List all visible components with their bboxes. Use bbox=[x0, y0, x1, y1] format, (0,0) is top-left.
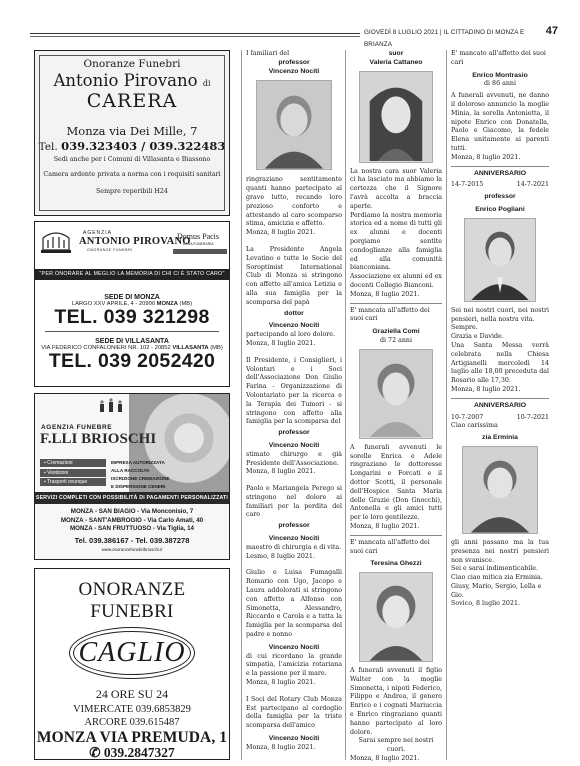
candles-icon bbox=[97, 398, 125, 412]
ad-caglio-arcore: ARCORE 039.615487 bbox=[84, 717, 180, 728]
portrait-nociti bbox=[256, 80, 332, 170]
ad-brioschi-brand: F.LLI BRIOSCHI bbox=[40, 431, 157, 447]
notice-name: Enrico Montrasio bbox=[472, 71, 528, 79]
notice-intro: I familiari del bbox=[246, 50, 290, 57]
crest-icon bbox=[39, 228, 73, 254]
ad-carera-camera: Camera ardente privata a norma con i requisiti sanitari bbox=[43, 171, 221, 178]
service-item: ▪ Vestizioni bbox=[40, 469, 106, 477]
notice-name: Graziella Comi bbox=[372, 328, 420, 336]
ad-carera-tel: Tel. 039.323403 / 039.322483 bbox=[38, 139, 226, 153]
ad-pirovano-agenzia: AGENZIA bbox=[83, 230, 112, 236]
ad-brioschi-bar: SERVIZI COMPLETI CON POSSIBILITÀ DI PAGAMENTI PERSONALIZZATI bbox=[35, 492, 229, 504]
ad-carera-reperibili: Sempre reperibili H24 bbox=[96, 188, 168, 195]
portrait-cattaneo bbox=[359, 71, 433, 163]
anniversary-label: ANNIVERSARIO bbox=[473, 169, 527, 177]
ad-carera-name: Antonio Pirovano di bbox=[53, 71, 211, 90]
portrait-comi bbox=[359, 349, 433, 439]
ad-brioschi-services bbox=[40, 459, 106, 488]
ad-carera bbox=[34, 50, 230, 216]
ad-pirovano-slogan: "PER ONORARE AL MEGLIO LA MEMORIA DI CHI CI È STATO CARO" bbox=[35, 269, 229, 280]
ad-carera-address: Monza via Dei Mille, 7 bbox=[66, 124, 198, 138]
ad-caglio bbox=[34, 568, 230, 760]
notice-name: Enrico Pogliani bbox=[475, 205, 525, 213]
ad-caglio-title: ONORANZE FUNEBRI bbox=[78, 579, 186, 622]
notice-name: Valeria Cattaneo bbox=[369, 58, 423, 66]
ad-pirovano-villasanta: SEDE DI VILLASANTA VIA FEDERICO CONFALONIERI NR. 102 - 20852 VILLASANTA (MB) TEL. 039 2052420 bbox=[35, 338, 229, 371]
ad-brioschi-addresses: MONZA - SAN BIAGIO - Via Monconisio, 7 MONZA - SANT'AMBROGIO - Via Carlo Amati, 40 MONZA - SAN FRUTTUOSO - Via Tiglia, 14 bbox=[60, 508, 204, 533]
obituary-column-1: I familiari del professor Vincenzo Nociti ringraziano sentitamente quanti hanno partecipato al grave lutto, recando loro prezioso conforto e attestando al caro scomparso stima, amicizia e affetto. Monza, 8 luglio 2021. La Presidente Angela Levatino e tutte le Socie del Soroptimist International Club di Monza si stringono con affetto all'amica Letizia e alla sua famiglia per la scomparsa del papà dottor Vincenzo Nociti partecipando al loro dolore. Monza, 8 luglio 2021. Il Presidente, i Consiglieri, i Volontari e i Soci dell'Associazione Don Giulio Farina - Organizzazione di Volontariato per la ricerca e la Terapia dei Tumori - si stringono con affetto alla famiglia per la scomparsa del professor Vincenzo Nociti stimato chirurgo e già Presidente dell'Associazione. Monza, 8 luglio 2021. Paolo e Mariangela Perego si stringono nel dolore ai familiari per la perdita del caro professor Vincenzo Nociti maestro di chirurgia e di vita. Lesmo, 8 luglio 2021. Giulio e Luisa Fumagalli Romario con Ugo, Jacopo e Laura addolorati si stringono con affetto a Alfonso con Simonetta, Alessandro, Riccardo e Carola e a tutta la famiglia per la scomparsa del padre e nonno Vincenzo Nociti di cui ricordano la grande simpatia, l'amicizia rotariana e la passione per il mare. Monza, 8 luglio 2021. I Soci del Rotary Club Monza Est partecipano al cordoglio della famiglia per la triste scomparsa dell'amico Vincenzo Nociti Monza, 8 luglio 2021. bbox=[246, 50, 342, 751]
ad-pirovano-brand: ANTONIO PIROVANO bbox=[79, 236, 191, 247]
ad-caglio-via: MONZA VIA PREMUDA, 1 bbox=[36, 729, 228, 746]
ad-pirovano-monza: SEDE DI MONZA LARGO XXV APRILE, 4 - 20900 MONZA (MB) TEL. 039 321298 bbox=[35, 294, 229, 327]
ad-pirovano-monza-tel: TEL. 039 321298 bbox=[54, 306, 210, 328]
ad-pirovano-domus: Domus Pacis bbox=[177, 232, 219, 241]
page-header bbox=[30, 25, 558, 48]
anniversary-dates: 10-7-2007 10-7-2021 bbox=[451, 413, 549, 421]
ad-brioschi-web: www.onoranzefunebribrioschi.it bbox=[101, 547, 163, 552]
header-date-line: GIOVEDÌ 8 LUGLIO 2021 | IL CITTADINO DI MONZA E BRIANZA bbox=[360, 27, 558, 51]
ad-carera-title: CARERA bbox=[86, 90, 178, 112]
portrait-pogliani bbox=[464, 218, 536, 302]
notice-title: professor bbox=[278, 58, 310, 66]
ad-pirovano-villasanta-tel: TEL. 039 2052420 bbox=[48, 350, 216, 372]
ad-brioschi-tel: Tel. 039.386167 - Tel. 039.387278 bbox=[74, 536, 190, 545]
anniversary-label: ANNIVERSARIO bbox=[473, 401, 527, 409]
notice-name: Teresina Ghezzi bbox=[370, 560, 422, 568]
notice-name: Vincenzo Nociti bbox=[268, 67, 320, 75]
portrait-ghezzi bbox=[359, 572, 433, 662]
page-number: 47 bbox=[542, 25, 558, 37]
ad-brioschi-agenzia: AGENZIA FUNEBRE bbox=[41, 424, 113, 431]
obituary-column-2: suor Valeria Cattaneo La nostra cara suor Valeria ci ha lasciato ma abbiamo la certezza che il Signore l'avrà accolta a braccia aperte. Perdiamo la nostra memoria storica ed a nome di tutti gli ex alunni e docenti porgiamo sentite condoglianze alla famiglia ed alla comunità bianconiana. Associazione ex alunni ed ex docenti Collegio Bianconi. Monza, 8 luglio 2021. E' mancata all'affetto dei suoi cari Graziella Comi di 72 anni A funerali avvenuti le sorelle Enrica e Adele ringraziano le dottoresse Longarini e Forcati e il dottor Scotti, il personale dell'Hospice Santa Maria delle Grazie (Don Gnocchi), Antonella e gli amici tutti per le loro gentilezze. Monza, 8 luglio 2021. E' mancata all'affetto dei suoi cari Teresina Ghezzi A funerali avvenuti il figlio Walter con la moglie Simonetta, i nipoti Federico, Filippo e Andrea, il genero Enrico e i cognati Mariuccia e Enrico ringraziano quanti hanno partecipato al loro dolore. Sarai sempre nei nostri cuori. Monza, 8 luglio 2021. bbox=[350, 50, 442, 763]
ad-pirovano-brand-sub: ONORANZE FUNEBRI bbox=[87, 248, 133, 252]
ad-carera-line1: Onoranze Funebri bbox=[83, 58, 181, 70]
ad-caglio-tel: ✆ 039.2847327 bbox=[89, 745, 175, 760]
ad-pirovano-domus-sub: CASA FUNERARIA bbox=[183, 242, 214, 246]
service-item: ▪ Cremazioni bbox=[40, 459, 106, 467]
notice-name: zia Erminia bbox=[482, 434, 518, 442]
ad-caglio-logo: CAGLIO bbox=[69, 627, 195, 679]
ad-carera-offices: Sedi anche per i Comuni di Villasanta e Biassono bbox=[53, 156, 211, 163]
ad-brioschi bbox=[34, 393, 230, 560]
ad-brioschi-notes: IMPRESA AUTORIZZATA ALLA RACCOLTA ISCRIZIONE CREMAZIONE E DISPERSIONE CENERI bbox=[111, 460, 170, 489]
portrait-erminia bbox=[462, 446, 538, 534]
service-item: ▪ Trasporti ovunque bbox=[40, 478, 106, 486]
anniversary-dates: 14-7-2015 14-7-2021 bbox=[451, 181, 549, 189]
ad-caglio-hours: 24 ORE SU 24 bbox=[95, 687, 169, 701]
ad-pirovano bbox=[34, 221, 230, 387]
notice-title: suor bbox=[388, 50, 404, 57]
obituary-column-3: E' mancato all'affetto dei suoi cari Enrico Montrasio di 86 anni A funerali avvenuti, ne danno il doloroso annuncio la moglie Minia, la sorella Antonietta, il nipote Enrico con Donatella, Paolo e Giacomo, la fedele Elena unitamente ai parenti tutti. Monza, 8 luglio 2021. ANNIVERSARIO 14-7-2015 14-7-2021 professor Enrico Pogliani Sei nei nostri cuori, nei nostri pensieri, nella nostra vita. Sempre. Grazia e Davide. Una Santa Messa verrà celebrata nella Chiesa Artigianelli mercoledì 14 luglio alle 18,00 preceduta dal Rosario alle 17,30. Monza, 8 luglio 2021. ANNIVERSARIO 10-7-2007 10-7-2021 Ciao carissima zia Erminia gli anni passano ma la tua presenza nei nostri pensieri non svanisce. Sei e sarai indimenticabile. Ciao ciao mitica zia Erminia. Giusy, Mario, Sergio, Lella e Gio. Sovico, 8 luglio 2021. bbox=[451, 50, 549, 608]
ad-caglio-vimercate: VIMERCATE 039.6853829 bbox=[73, 704, 191, 715]
